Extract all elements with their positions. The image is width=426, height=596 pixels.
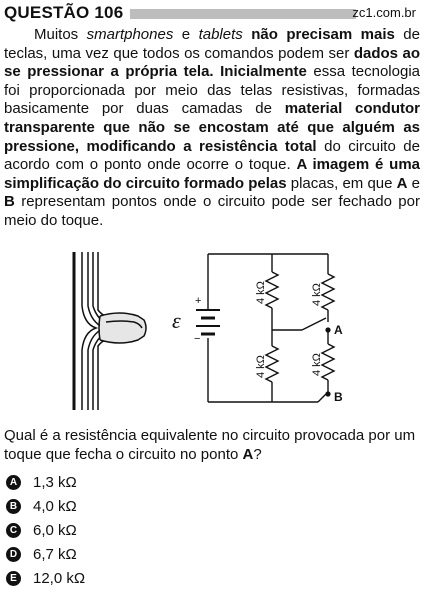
option-text: 12,0 kΩ <box>33 569 86 587</box>
answer-options <box>6 470 206 590</box>
text-run: tablets <box>198 26 243 43</box>
circuit-figure <box>60 246 360 416</box>
header-divider-bar <box>130 9 356 19</box>
text-run: do circuito de acordo com o ponto onde ocorre o toque. <box>4 137 420 174</box>
question-header <box>4 4 422 22</box>
text-run: essa tecnologia foi proporcionada por meio das telas resistivas, formadas basicamente por duas camadas de <box>4 63 421 118</box>
resistor-r1 <box>266 272 278 308</box>
option-e[interactable] <box>6 566 206 590</box>
circuit-diagram <box>196 254 334 402</box>
text-run: não precisam mais <box>242 26 395 43</box>
text-run: dados ao se pressionar a própria tela. Inicialmente <box>4 44 420 81</box>
text-run: B <box>4 193 15 211</box>
resistor-r4-label: 4 kΩ <box>311 353 323 376</box>
text-run: e <box>407 174 420 192</box>
option-letter-badge: A <box>6 475 21 490</box>
option-text: 1,3 kΩ <box>33 473 77 491</box>
node-b <box>325 391 330 396</box>
emf-symbol: ε <box>172 308 181 333</box>
switch-a <box>302 318 326 330</box>
option-b[interactable] <box>6 494 206 518</box>
option-d[interactable] <box>6 542 206 566</box>
text-run: smartphones <box>86 26 174 43</box>
text-run: representam pontos onde o circuito pode ser fechado por meio do toque. <box>4 193 420 229</box>
option-letter-badge: D <box>6 547 21 562</box>
switch-b <box>318 394 326 402</box>
resistor-r3-label: 4 kΩ <box>255 355 267 378</box>
question-text <box>4 26 420 231</box>
text-run: Muitos <box>34 26 87 43</box>
option-text: 6,0 kΩ <box>33 521 77 539</box>
resistor-r3 <box>266 346 278 382</box>
resistor-r4 <box>322 344 334 380</box>
option-letter-badge: E <box>6 571 21 586</box>
text-run: A imagem é uma simplificação do circuito formado pelas <box>4 156 420 192</box>
text-run: e <box>173 26 199 43</box>
option-text: 6,7 kΩ <box>33 545 77 563</box>
text-run: A <box>396 174 408 192</box>
option-c[interactable] <box>6 518 206 542</box>
option-text: 4,0 kΩ <box>33 497 77 515</box>
text-run: de teclas, uma vez que todos os comandos podem ser <box>4 26 420 62</box>
text-run: A <box>242 446 254 463</box>
text-run: ? <box>253 446 262 463</box>
node-a <box>325 327 330 332</box>
battery-plus-sign: + <box>195 295 202 307</box>
text-run: Qual é a resistência equivalente no circuito provocada por um toque que fecha o circuito no ponto <box>4 427 416 463</box>
site-name: zc1.com.br <box>352 5 416 20</box>
point-b-label: B <box>334 390 343 404</box>
point-a-label: A <box>334 323 343 337</box>
resistor-r2-label: 4 kΩ <box>311 283 323 306</box>
resistor-r2 <box>322 274 334 310</box>
resistor-r1-label: 4 kΩ <box>255 281 267 304</box>
battery-minus-sign: − <box>194 333 201 345</box>
text-run: placas, em que <box>286 174 397 192</box>
question-prompt <box>4 426 420 464</box>
option-letter-badge: B <box>6 499 21 514</box>
question-number: QUESTÃO 106 <box>4 3 124 22</box>
touchscreen-illustration <box>74 252 146 410</box>
option-a[interactable] <box>6 470 206 494</box>
option-letter-badge: C <box>6 523 21 538</box>
text-run: material condutor transparente que não se encostam até que alguém as pressione, modificando a resistência total <box>4 100 420 155</box>
